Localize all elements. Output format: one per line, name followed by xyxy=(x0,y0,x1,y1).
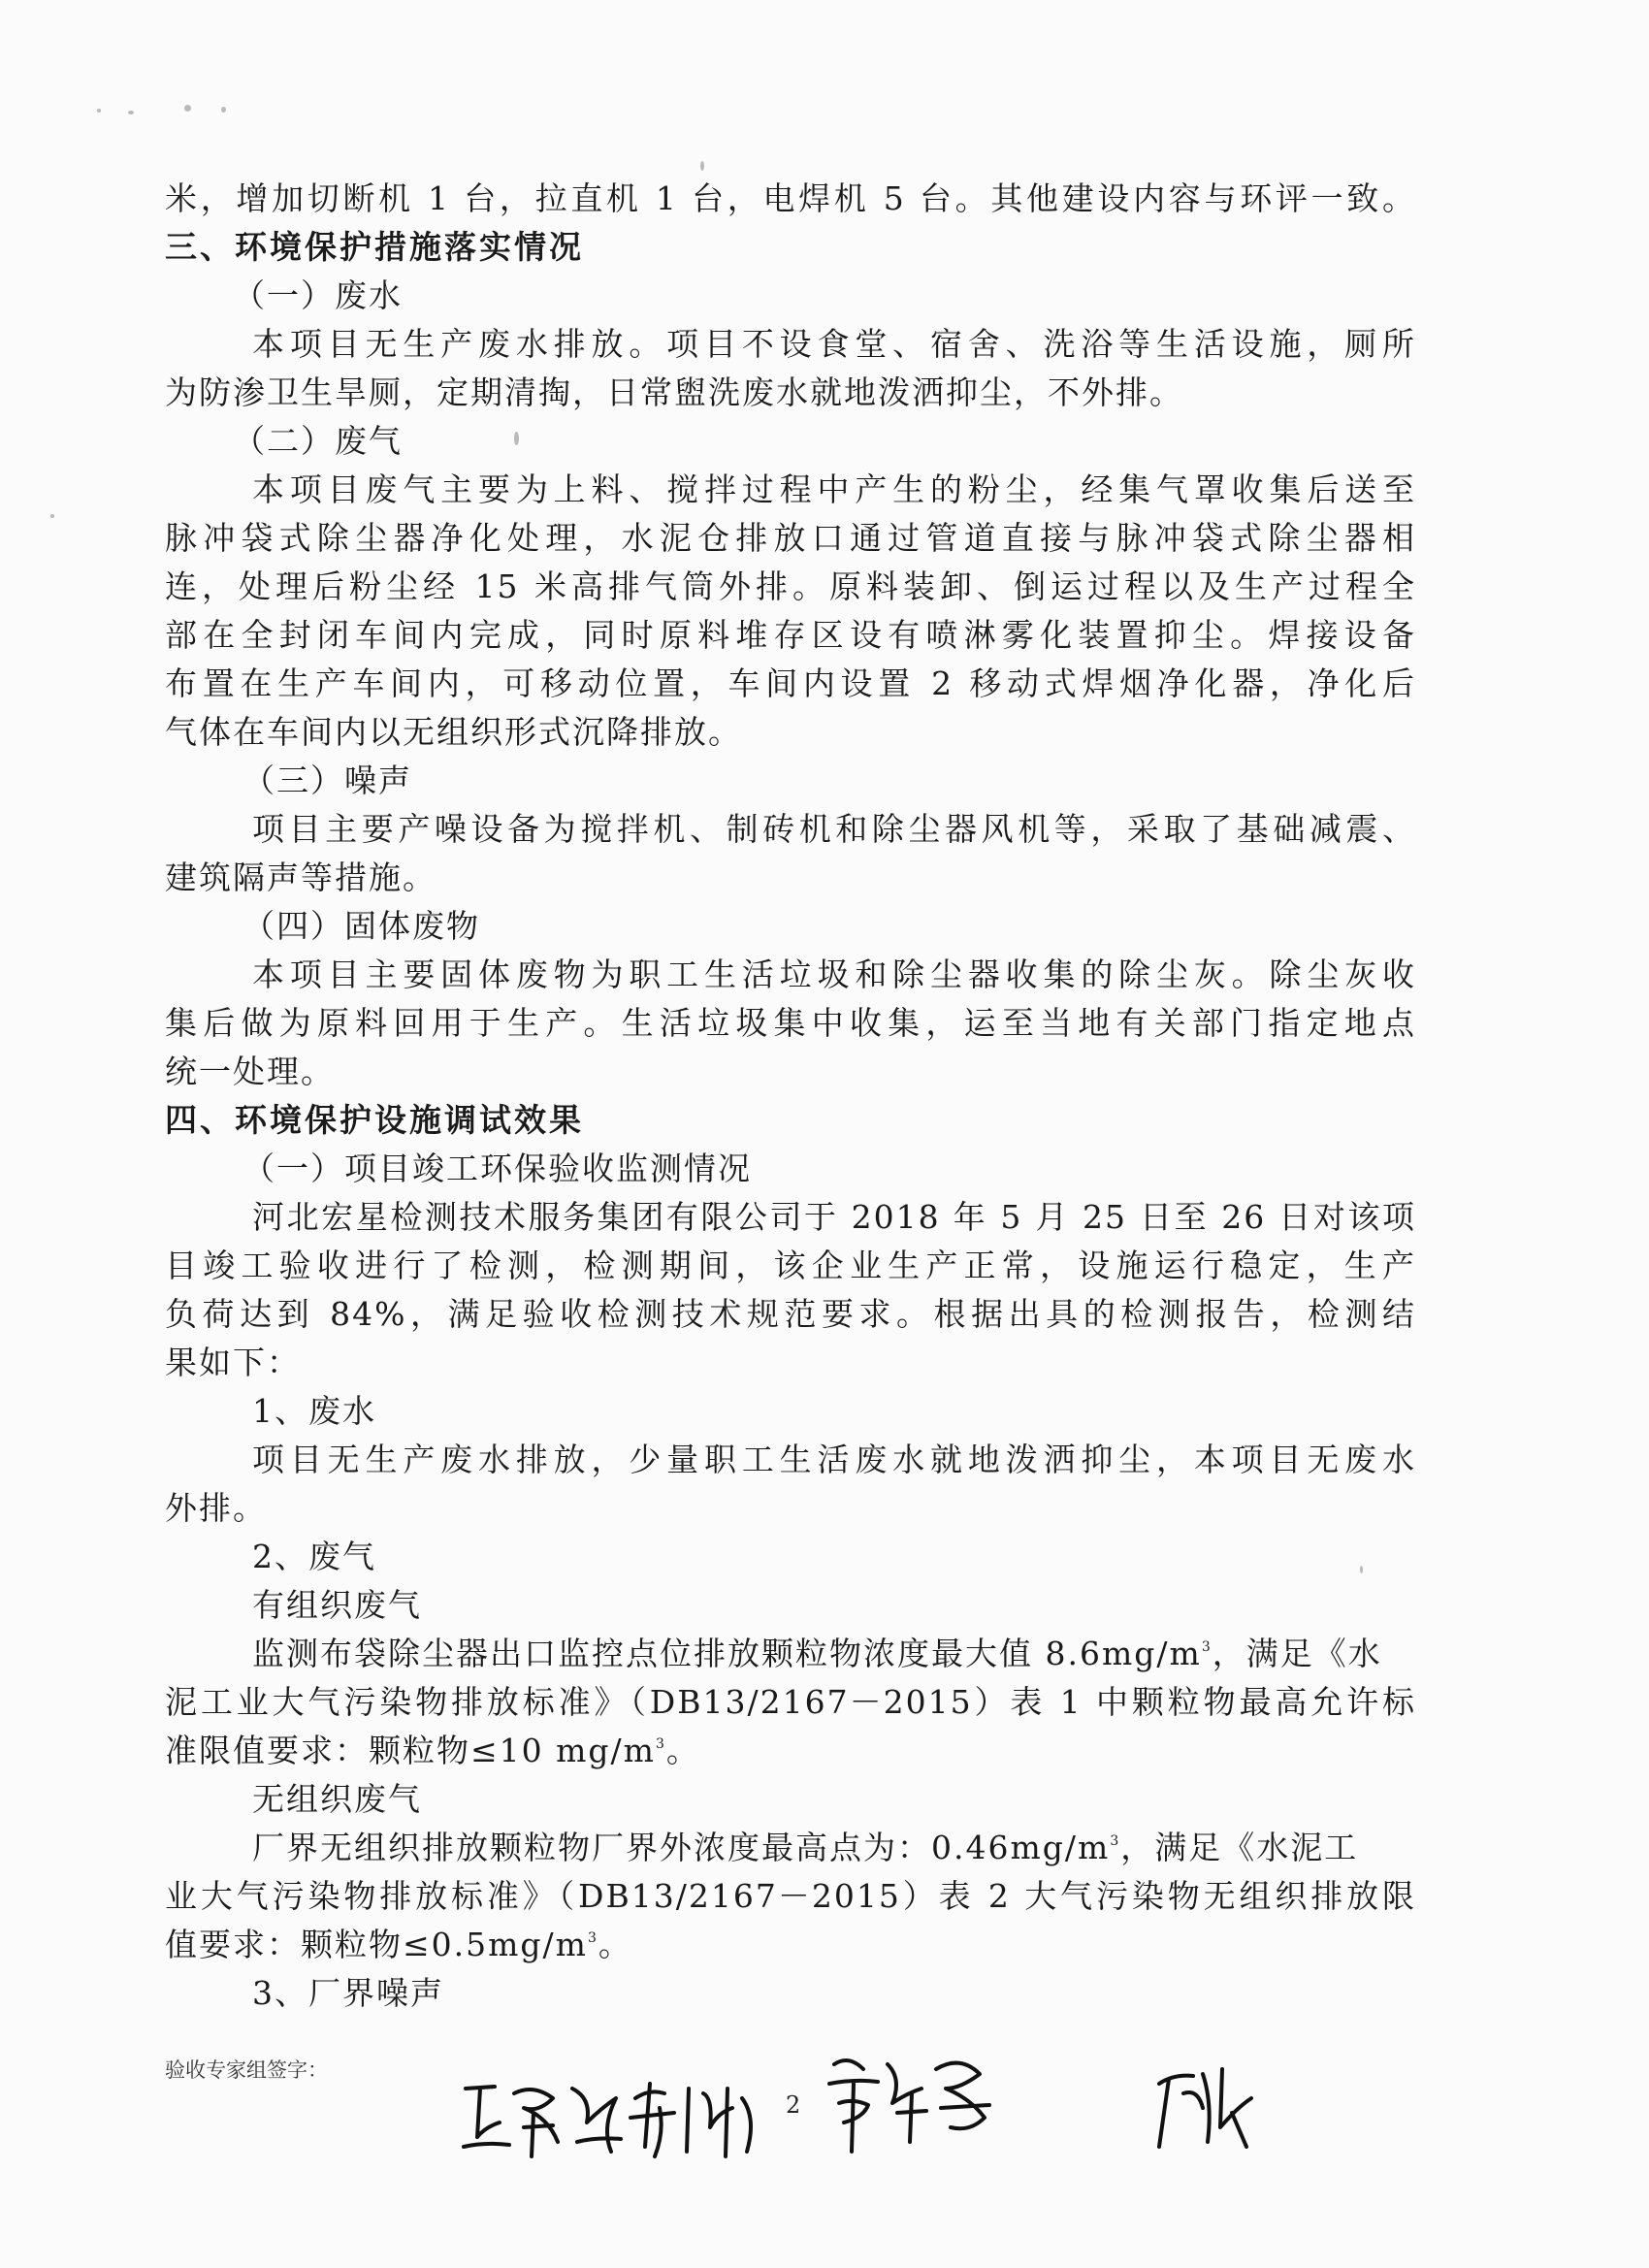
signature-area xyxy=(165,2045,1426,2239)
paragraph-line: 本项目废气主要为上料、搅拌过程中产生的粉尘，经集气罩收集后送至 xyxy=(252,470,1416,508)
subsection-heading: （三）噪声 xyxy=(242,761,412,799)
page-number: 2 xyxy=(786,2091,801,2119)
paragraph-line: 值要求：颗粒物$\le 0.5mg/m^3$。 xyxy=(165,1926,632,1963)
signature-1 xyxy=(456,2069,776,2166)
paragraph-line: 厂界无组织排放颗粒物厂界外浓度最高点为：$0.46mg/m^3$，满足《水泥工 xyxy=(252,1829,1359,1866)
paragraph-line: 果如下： xyxy=(165,1344,301,1381)
paragraph-line: 气体在车间内以无组织形式沉降排放。 xyxy=(165,713,742,751)
paragraph-line: 负荷达到 84%，满足验收检测技术规范要求。根据出具的检测报告，检测结 xyxy=(165,1295,1416,1333)
paragraph-line: 统一处理。 xyxy=(165,1053,335,1090)
paragraph-line: 部在全封闭车间内完成，同时原料堆存区设有喷淋雾化装置抑尘。焊接设备 xyxy=(165,616,1416,654)
signature-2 xyxy=(815,2045,1009,2161)
paragraph-line: 外排。 xyxy=(165,1489,267,1527)
paragraph-line: 连，处理后粉尘经 15 米高排气筒外排。原料装卸、倒运过程以及生产过程全 xyxy=(165,567,1416,605)
paragraph-line: 准限值要求：颗粒物≤10 $mg/m^3$。 xyxy=(165,1732,700,1769)
paragraph-line: 监测布袋除尘器出口监控点位排放颗粒物浓度最大值 $8.6mg/m^3$，满足《水 xyxy=(252,1635,1382,1672)
paragraph-line: 泥工业大气污染物排放标准》（DB13/2167－2015）表 1 中颗粒物最高允许标 xyxy=(165,1683,1416,1721)
paragraph-line: 为防渗卫生旱厕，定期清掏，日常盥洗废水就地泼洒抑尘，不外排。 xyxy=(165,373,1183,411)
item-subheading: 无组织废气 xyxy=(252,1780,422,1818)
paragraph-line: 本项目无生产废水排放。项目不设食堂、宿舍、洗浴等生活设施，厕所 xyxy=(252,325,1416,363)
paragraph-line: 目竣工验收进行了检测，检测期间，该企业生产正常，设施运行稳定，生产 xyxy=(165,1247,1416,1284)
paragraph-line: 项目主要产噪设备为搅拌机、制砖机和除尘器风机等，采取了基础减震、 xyxy=(252,810,1416,848)
signature-label: 验收专家组签字： xyxy=(165,2058,328,2082)
paragraph-line: 集后做为原料回用于生产。生活垃圾集中收集，运至当地有关部门指定地点 xyxy=(165,1004,1416,1042)
subsection-heading: （一）废水 xyxy=(233,276,403,314)
paragraph-line: 脉冲袋式除尘器净化处理，水泥仓排放口通过管道直接与脉冲袋式除尘器相 xyxy=(165,519,1416,557)
paragraph-line: 布置在生产车间内，可移动位置，车间内设置 2 移动式焊烟净化器，净化后 xyxy=(165,664,1416,702)
item-heading: 2、废气 xyxy=(252,1538,376,1575)
item-heading: 1、废水 xyxy=(252,1392,376,1430)
paragraph-line: 建筑隔声等措施。 xyxy=(165,859,436,896)
paragraph-line: 项目无生产废水排放，少量职工生活废水就地泼洒抑尘，本项目无废水 xyxy=(252,1441,1416,1478)
paragraph-line: 河北宏星检测技术服务集团有限公司于 2018 年 5 月 25 日至 26 日对该项 xyxy=(252,1198,1416,1236)
document-body xyxy=(165,175,1416,2018)
item-subheading: 有组织废气 xyxy=(252,1586,422,1624)
section-heading: 四、环境保护设施调试效果 xyxy=(165,1101,584,1139)
item-heading: 3、厂界噪声 xyxy=(252,1974,444,2012)
signature-3 xyxy=(1145,2055,1271,2161)
paragraph-line: 业大气污染物排放标准》（DB13/2167－2015）表 2 大气污染物无组织排放限 xyxy=(165,1877,1416,1915)
paragraph-line: 米，增加切断机 1 台，拉直机 1 台，电焊机 5 台。其他建设内容与环评一致。 xyxy=(165,179,1416,217)
subsection-heading: （四）固体废物 xyxy=(242,907,480,945)
subsection-heading: （一）项目竣工环保验收监测情况 xyxy=(242,1150,752,1187)
section-heading: 三、环境保护措施落实情况 xyxy=(165,228,584,266)
paragraph-line: 本项目主要固体废物为职工生活垃圾和除尘器收集的除尘灰。除尘灰收 xyxy=(252,956,1416,993)
subsection-heading: （二）废气 xyxy=(233,422,403,460)
